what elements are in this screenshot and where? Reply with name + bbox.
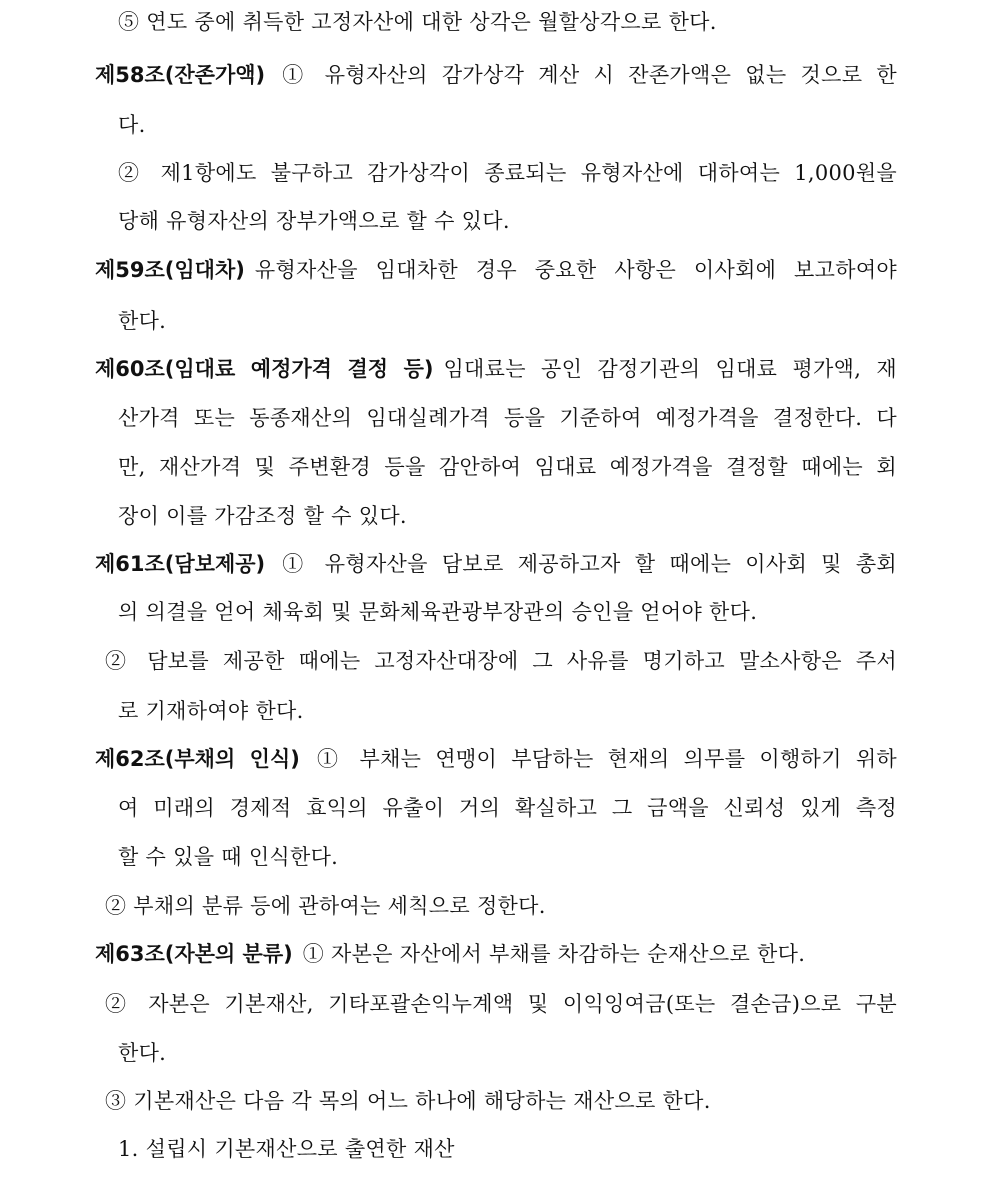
article-63-heading-line: 제63조(자본의 분류) ① 자본은 자산에서 부채를 차감하는 순재산으로 한다.: [95, 942, 806, 966]
text-line: 로 기재하여야 한다.: [118, 699, 304, 723]
article-title: 제63조(자본의 분류): [95, 942, 293, 966]
article-title: 제62조(부채의 인식): [95, 747, 300, 771]
article-62-heading-line: 제62조(부채의 인식) ① 부채는 연맹이 부담하는 현재의 의무를 이행하기 위하: [95, 747, 897, 771]
text-line: ③ 기본재산은 다음 각 목의 어느 하나에 해당하는 재산으로 한다.: [105, 1089, 711, 1113]
text-line: 만, 재산가격 및 주변환경 등을 감안하여 임대료 예정가격을 결정할 때에는 회: [118, 455, 897, 479]
article-59-heading-line: 제59조(임대차) 유형자산을 임대차한 경우 중요한 사항은 이사회에 보고하여야: [95, 258, 897, 282]
text-line: 할 수 있을 때 인식한다.: [118, 845, 339, 869]
text-line: ⑤ 연도 중에 취득한 고정자산에 대한 상각은 월할상각으로 한다.: [118, 10, 717, 34]
text-line: 여 미래의 경제적 효익의 유출이 거의 확실하고 그 금액을 신뢰성 있게 측정: [118, 796, 897, 820]
text-line: 장이 이를 가감조정 할 수 있다.: [118, 504, 407, 528]
text-line: 산가격 또는 동종재산의 임대실례가격 등을 기준하여 예정가격을 결정한다. 다: [118, 406, 897, 430]
article-title: 제61조(담보제공): [95, 552, 266, 576]
text-line: ② 자본은 기본재산, 기타포괄손익누계액 및 이익잉여금(또는 결손금)으로 구분: [105, 992, 897, 1016]
text-line: 당해 유형자산의 장부가액으로 할 수 있다.: [118, 209, 510, 233]
article-title: 제60조(임대료 예정가격 결정 등): [95, 357, 434, 381]
text-line: 한다.: [118, 309, 167, 333]
text-line: ② 담보를 제공한 때에는 고정자산대장에 그 사유를 명기하고 말소사항은 주서: [105, 649, 897, 673]
text-line: 1. 설립시 기본재산으로 출연한 재산: [118, 1137, 455, 1161]
text-line: ② 부채의 분류 등에 관하여는 세칙으로 정한다.: [105, 894, 546, 918]
text-line: 한다.: [118, 1041, 167, 1065]
text-line: 의 의결을 얻어 체육회 및 문화체육관광부장관의 승인을 얻어야 한다.: [118, 600, 758, 624]
article-60-heading-line: 제60조(임대료 예정가격 결정 등) 임대료는 공인 감정기관의 임대료 평가액, 재: [95, 357, 897, 381]
article-title: 제59조(임대차): [95, 258, 245, 282]
article-title: 제58조(잔존가액): [95, 63, 266, 87]
article-61-heading-line: 제61조(담보제공) ① 유형자산을 담보로 제공하고자 할 때에는 이사회 및 총회: [95, 552, 897, 576]
article-58-heading-line: 제58조(잔존가액) ① 유형자산의 감가상각 계산 시 잔존가액은 없는 것으로 한: [95, 63, 897, 87]
text-line: 다.: [118, 113, 146, 137]
text-line: ② 제1항에도 불구하고 감가상각이 종료되는 유형자산에 대하여는 1,000원을: [118, 161, 897, 185]
